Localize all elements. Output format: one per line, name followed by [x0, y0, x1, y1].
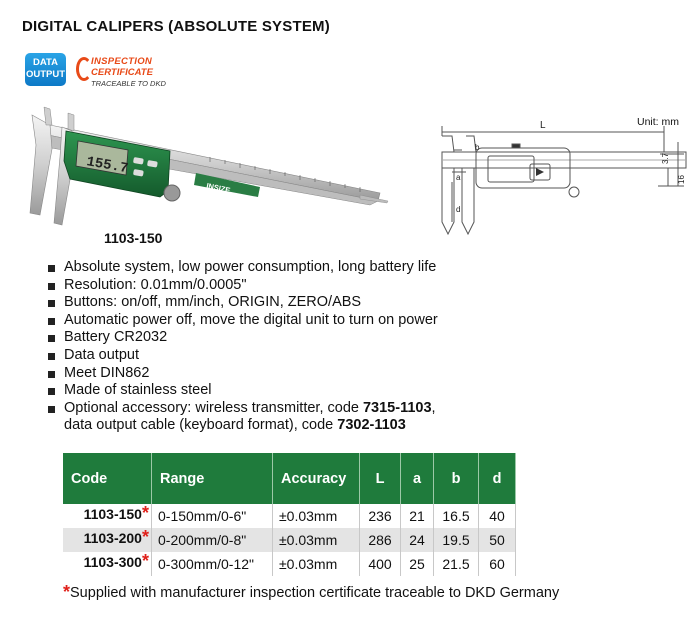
feature-text: Buttons: on/off, mm/inch, ORIGIN, ZERO/ABS [64, 294, 362, 311]
feature-item [46, 365, 438, 383]
feature-item [46, 259, 438, 277]
dim-L: L [540, 120, 546, 131]
cell-L: 236 [360, 504, 401, 528]
cell-b: 21.5 [434, 552, 479, 576]
col-d: d [479, 453, 516, 504]
spec-table [63, 453, 516, 576]
feature-text: Meet DIN862 [64, 364, 150, 381]
cell-d: 60 [479, 552, 516, 576]
feature-text-tail: , [431, 399, 436, 416]
footnote-text: Supplied with manufacturer inspection certificate traceable to DKD Germany [70, 585, 560, 601]
data-output-line1: DATA [33, 57, 58, 68]
feature-item [46, 329, 438, 347]
model-label: 1103-150 [104, 230, 163, 246]
feature-text: Resolution: 0.01mm/0.0005" [64, 276, 247, 293]
data-output-badge [25, 53, 66, 86]
dim-b: b [475, 143, 480, 152]
brand-text: INSIZE [205, 181, 232, 195]
cell-d: 40 [479, 504, 516, 528]
feature-item [46, 400, 438, 435]
cell-range: 0-200mm/0-8" [152, 528, 273, 552]
feature-item [46, 294, 438, 312]
bullet-icon [48, 371, 55, 378]
cell-d: 50 [479, 528, 516, 552]
cell-code: 1103-200* [63, 528, 152, 552]
cell-L: 400 [360, 552, 401, 576]
caliper-photo [10, 105, 390, 230]
inspection-certificate-badge [76, 55, 166, 89]
feature-text: Optional accessory: wireless transmitter, code [64, 399, 363, 416]
cell-accuracy: ±0.03mm [273, 504, 360, 528]
asterisk-mark: * [63, 582, 71, 602]
dim-a: a [456, 173, 461, 182]
feature-text: Battery CR2032 [64, 329, 168, 346]
asterisk-mark: * [141, 502, 149, 523]
asterisk-mark: * [141, 526, 149, 547]
feature-item [46, 382, 438, 400]
bullet-icon [48, 300, 55, 307]
bullet-icon [48, 283, 55, 290]
dim-d: d [456, 205, 461, 214]
certificate-line1: INSPECTION [91, 56, 153, 67]
feature-text: Absolute system, low power consumption, long battery life [64, 259, 437, 275]
data-output-line2: OUTPUT [25, 69, 66, 80]
certificate-logo-icon [76, 57, 92, 81]
table-row [63, 528, 516, 552]
col-code: Code [63, 453, 152, 504]
cell-range: 0-150mm/0-6" [152, 504, 273, 528]
accessory-code-cable: 7302-1103 [337, 417, 406, 434]
feature-list [46, 259, 438, 435]
footnote [63, 582, 560, 606]
feature-text: Automatic power off, move the digital unit to turn on power [64, 311, 438, 328]
asterisk-mark: * [141, 550, 149, 571]
bullet-icon [48, 335, 55, 342]
feature-text: Made of stainless steel [64, 382, 212, 399]
cell-b: 16.5 [434, 504, 479, 528]
feature-item [46, 277, 438, 295]
dimension-drawing [432, 112, 690, 242]
table-row [63, 552, 516, 576]
bullet-icon [48, 388, 55, 395]
col-accuracy: Accuracy [273, 453, 360, 504]
cell-a: 25 [401, 552, 434, 576]
cell-a: 21 [401, 504, 434, 528]
cell-accuracy: ±0.03mm [273, 552, 360, 576]
table-row [63, 504, 516, 528]
cell-range: 0-300mm/0-12" [152, 552, 273, 576]
cell-a: 24 [401, 528, 434, 552]
bullet-icon [48, 318, 55, 325]
feature-item [46, 312, 438, 330]
col-L: L [360, 453, 401, 504]
cell-code: 1103-300* [63, 552, 152, 576]
col-range: Range [152, 453, 273, 504]
cell-code: 1103-150* [63, 504, 152, 528]
certificate-line3: TRACEABLE TO DKD [91, 79, 166, 88]
certificate-line2: CERTIFICATE [91, 67, 153, 78]
feature-cont-text: data output cable (keyboard format), code [64, 417, 338, 434]
feature-item [46, 347, 438, 365]
accessory-code-wireless: 7315-1103 [362, 399, 432, 416]
cell-b: 19.5 [434, 528, 479, 552]
cell-accuracy: ±0.03mm [273, 528, 360, 552]
bullet-icon [48, 353, 55, 360]
bullet-icon [48, 265, 55, 272]
display-value: 155.7 [85, 154, 130, 178]
feature-continuation [64, 417, 438, 435]
col-b: b [434, 453, 479, 504]
feature-text: Data output [64, 346, 139, 363]
col-a: a [401, 453, 434, 504]
bullet-icon [48, 406, 55, 413]
table-header-row [63, 453, 516, 504]
page-title: DIGITAL CALIPERS (ABSOLUTE SYSTEM) [22, 18, 330, 35]
unit-note: Unit: mm [637, 116, 679, 128]
dim-16: 16 [677, 175, 686, 184]
cell-L: 286 [360, 528, 401, 552]
dim-3-7: 3.7 [661, 152, 670, 164]
